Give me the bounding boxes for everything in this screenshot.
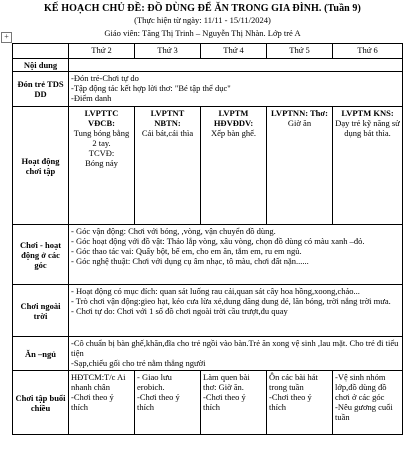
table-header-row bbox=[13, 44, 403, 59]
outdoor-line: - Hoạt động có mục đích: quan sát luống rau cải,quan sát cây hoa hồng,xoong,chảo... bbox=[71, 286, 360, 296]
lesson-body: Cái bát,cái thìa bbox=[141, 128, 194, 138]
lesson-heading: LVPTM HĐVĐDV: bbox=[213, 108, 254, 128]
lesson-heading: LVPTNN: Thơ: bbox=[271, 108, 328, 118]
afternoon-line: Làm quen bài thơ: Giờ ăn. bbox=[203, 372, 250, 392]
weekly-plan-table bbox=[12, 43, 403, 435]
corner-line: - Góc nghệ thuật: Chơi với dụng cụ âm nhạc, tô màu, chơi đất nặn...... bbox=[71, 256, 309, 266]
afternoon-line: - Giao lưu erobich. bbox=[137, 372, 172, 392]
corner-line: - Góc thao tác vai: Quấy bột, bế em, cho em ăn, tắm em, ru em ngủ. bbox=[71, 246, 302, 256]
afternoon-line: -Nêu gương cuối tuần bbox=[335, 402, 393, 422]
outdoor-activities bbox=[69, 285, 403, 337]
lesson-body: Xếp bàn ghế. bbox=[210, 128, 257, 138]
header-day: Thứ 4 bbox=[201, 44, 267, 59]
plan-date-range: (Thực hiện từ ngày: 11/11 - 15/11/2024) bbox=[134, 15, 271, 25]
meal-line: -Cô chuẩn bị bàn ghế,khăn,đĩa cho trẻ ngồi vào bàn.Trẻ ăn xong vệ sinh ,lau mặt. Cho trẻ đi tiểu tiện bbox=[71, 338, 399, 358]
table-row-corners bbox=[13, 225, 403, 285]
corner-line: - Góc hoạt động với đồ vật: Thảo lắp vòng, xâu vòng, chọn đồ dùng có màu xanh –đỏ. bbox=[71, 236, 365, 246]
table-move-handle-icon[interactable]: + bbox=[1, 32, 12, 43]
lesson-body: Giờ ăn bbox=[287, 118, 312, 128]
afternoon-cell-fri bbox=[333, 371, 403, 435]
lesson-heading: LVPTTC VĐCB: bbox=[84, 108, 119, 128]
table-row-meals bbox=[13, 337, 403, 371]
corner-activities bbox=[69, 225, 403, 285]
outdoor-line: - Trò chơi vận động:gieo hạt, kéo cưa lừa xẻ,dung dăng dung dẻ, lăn bóng, trời nắng trời mưa. bbox=[71, 296, 391, 306]
arrival-activities bbox=[69, 72, 403, 107]
header-day: Thứ 6 bbox=[333, 44, 403, 59]
table-row-afternoon bbox=[13, 371, 403, 435]
meal-line: -Sạp,chiếu gối cho trẻ nằm thẳng người bbox=[71, 358, 206, 368]
plan-title: KẾ HOẠCH CHỦ ĐỀ: ĐỒ DÙNG ĐỂ ĂN TRONG GIA ĐÌNH. (Tuần 9) bbox=[44, 3, 361, 14]
row-label-arrival: Đón trẻ TDS DD bbox=[13, 72, 69, 107]
lesson-heading: LVPTNT NBTN: bbox=[150, 108, 185, 128]
meal-activities bbox=[69, 337, 403, 371]
afternoon-line: -Chơi theo ý thích bbox=[269, 392, 312, 412]
afternoon-cell-wed bbox=[201, 371, 267, 435]
afternoon-line: -Chơi theo ý thích bbox=[137, 392, 180, 412]
learning-cell-wed bbox=[201, 107, 267, 225]
lesson-body: Dạy trẻ kỹ năng sử dụng bát thìa. bbox=[335, 118, 400, 138]
corner-line: - Góc vận động: Chơi với bóng, ,vòng, vận chuyển đồ dùng. bbox=[71, 226, 276, 236]
lesson-heading: TCVĐ: bbox=[88, 148, 115, 158]
row-label-content: Nội dung bbox=[13, 59, 69, 72]
learning-cell-tue bbox=[135, 107, 201, 225]
lesson-body: Tung bóng bằng 2 tay. bbox=[73, 128, 130, 148]
header-spacer bbox=[69, 59, 403, 72]
outdoor-line: - Chơi tự do: Chơi với 1 số đồ chơi ngoài trời cầu trượt,đu quay bbox=[71, 306, 288, 316]
afternoon-line: -Chơi theo ý thích bbox=[71, 392, 114, 412]
afternoon-cell-mon bbox=[69, 371, 135, 435]
header-corner bbox=[13, 44, 69, 59]
table-row-outdoor bbox=[13, 285, 403, 337]
plan-teachers: Giáo viên: Tăng Thị Trinh – Nguyễn Thị Nhàn. Lớp trẻ A bbox=[104, 28, 301, 38]
arrival-line: -Tập động tác kết hợp lời thơ: "Bé tập thể dục" bbox=[71, 83, 231, 93]
row-label-outdoor: Chơi ngoài trời bbox=[13, 285, 69, 337]
row-label-learning: Hoạt động chơi tập bbox=[13, 107, 69, 225]
afternoon-line: -Vệ sinh nhóm lớp,đồ dùng đồ chơi ở các góc bbox=[335, 372, 387, 402]
header-day: Thứ 2 bbox=[69, 44, 135, 59]
afternoon-line: HĐTCM:T/c Ai nhanh chân bbox=[71, 372, 126, 392]
header-day: Thứ 5 bbox=[267, 44, 333, 59]
lesson-body: Bóng nảy bbox=[85, 158, 118, 168]
afternoon-line: -Chơi theo ý thích bbox=[203, 392, 246, 412]
header-day: Thứ 3 bbox=[135, 44, 201, 59]
row-label-meals: Ăn –ngủ bbox=[13, 337, 69, 371]
table-row-learning bbox=[13, 107, 403, 225]
table-row-arrival bbox=[13, 72, 403, 107]
arrival-line: -Điểm danh bbox=[71, 93, 112, 103]
learning-cell-thu bbox=[267, 107, 333, 225]
arrival-line: -Đón trẻ-Chơi tự do bbox=[71, 73, 139, 83]
afternoon-line: Ôn các bài hát trong tuần bbox=[269, 372, 318, 392]
afternoon-cell-tue bbox=[135, 371, 201, 435]
afternoon-cell-thu bbox=[267, 371, 333, 435]
row-label-afternoon: Chơi tập buổi chiều bbox=[13, 371, 69, 435]
learning-cell-fri bbox=[333, 107, 403, 225]
lesson-heading: LVPTM KNS: bbox=[341, 108, 394, 118]
learning-cell-mon bbox=[69, 107, 135, 225]
row-label-corners: Chơi - hoạt động ở các góc bbox=[13, 225, 69, 285]
